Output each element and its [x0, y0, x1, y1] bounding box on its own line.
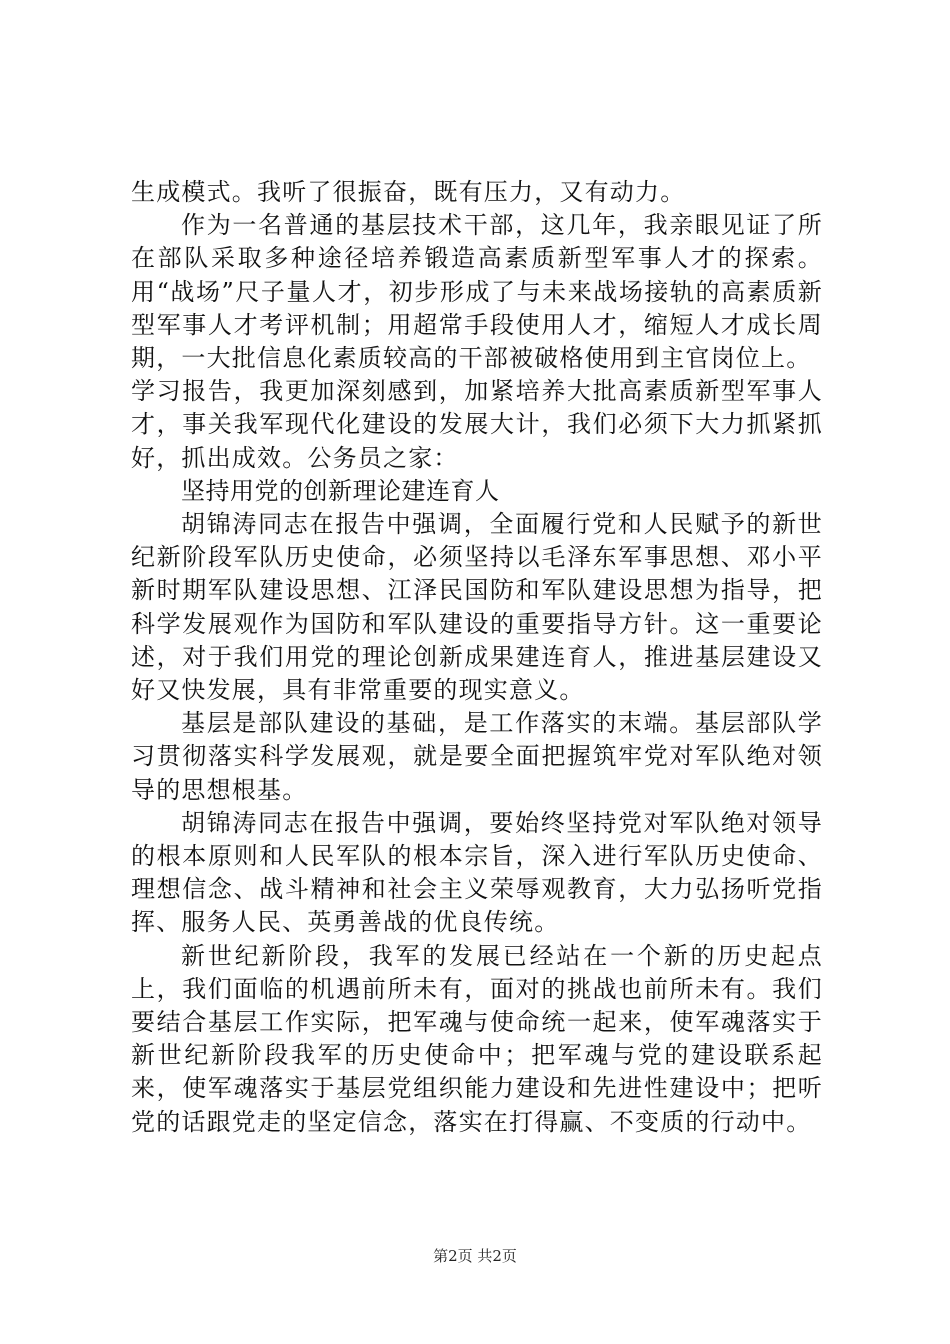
- paragraph-talent-cultivation: 作为一名普通的基层技术干部，这几年，我亲眼见证了所在部队采取多种途径培养锻造高素质新型军事人才的探索。用“战场”尺子量人才，初步形成了与未来战场接轨的高素质新型军事人才考评机制；用超常手段使用人才，缩短人才成长周期，一大批信息化素质较高的干部被破格使用到主官岗位上。: [131, 211, 823, 373]
- document-body: [131, 176, 823, 1139]
- paragraph-party-leadership: 胡锦涛同志在报告中强调，要始终坚持党对军队绝对领导的根本原则和人民军队的根本宗旨，深入进行军队历史使命、理想信念、战斗精神和社会主义荣辱观教育，大力弘扬听党指挥、服务人民、英勇善战的优良传统。: [131, 808, 823, 937]
- paragraph-continuation: 生成模式。我听了很振奋，既有压力，又有动力。: [131, 178, 686, 206]
- paragraph-new-era-mission: 新世纪新阶段，我军的发展已经站在一个新的历史起点上，我们面临的机遇前所未有，面对的挑战也前所未有。我们要结合基层工作实际，把军魂与使命统一起来，使军魂落实于新世纪新阶段我军的历史使命中；把军魂与党的建设联系起来，使军魂落实于基层党组织能力建设和先进性建设中；把听党的话跟党走的坚定信念，落实在打得赢、不变质的行动中。: [131, 941, 823, 1136]
- section-heading: 坚持用党的创新理论建连育人: [181, 476, 500, 505]
- paragraph-grassroots-foundation: 基层是部队建设的基础，是工作落实的末端。基层部队学习贯彻落实科学发展观，就是要全面把握筑牢党对军队绝对领导的思想根基。: [131, 709, 823, 804]
- paragraph-study-report: 学习报告，我更加深刻感到，加紧培养大批高素质新型军事人才，事关我军现代化建设的发展大计，我们必须下大力抓紧抓好，抓出成效。公务员之家：: [131, 377, 823, 472]
- paragraph-guiding-theory: 胡锦涛同志在报告中强调，全面履行党和人民赋予的新世纪新阶段军队历史使命，必须坚持以毛泽东军事思想、邓小平新时期军队建设思想、江泽民国防和军队建设思想为指导，把科学发展观作为国防和军队建设的重要指导方针。这一重要论述，对于我们用党的理论创新成果建连育人，推进基层建设又好又快发展，具有非常重要的现实意义。: [131, 510, 823, 705]
- page-number-footer: 第2页 共2页: [433, 1247, 517, 1265]
